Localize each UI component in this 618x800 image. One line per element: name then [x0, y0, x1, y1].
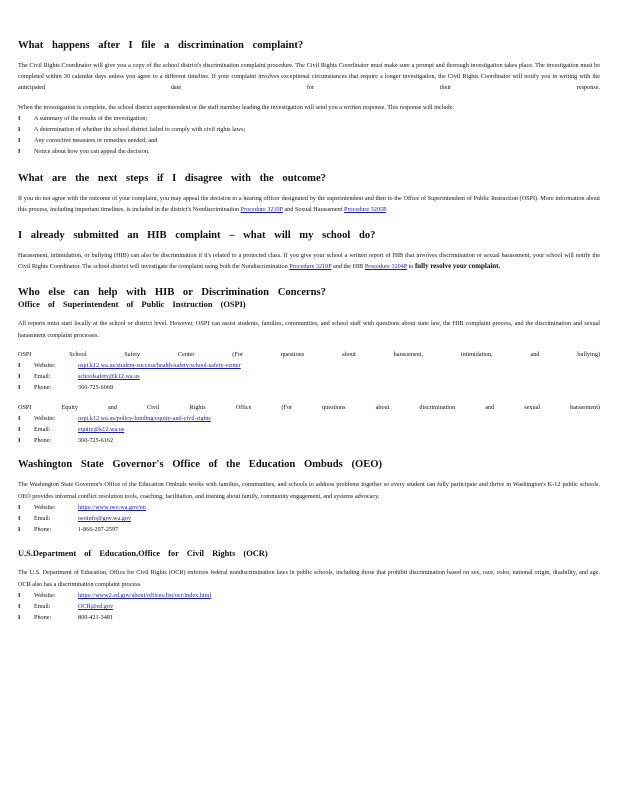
equity-office-email-link[interactable]: equity@k12.wa.us: [78, 426, 125, 434]
bullet-icon: I: [18, 362, 21, 370]
list-item: I Website: https://www2.ed.gov/about/offices/list/ocr/index.html: [18, 590, 600, 601]
heading-hib-complaint: I already submitted an HIB complaint – what will my school do?: [18, 230, 376, 242]
equity-office-phone: 360-725-6162: [78, 437, 114, 445]
subheading-ospi: Office of Superintendent of Public Instruction (OSPI): [18, 300, 246, 310]
school-safety-contact-list: [18, 360, 600, 394]
response-contents-list: [18, 113, 600, 158]
procedure-3205p-link[interactable]: Procedure 3205P: [344, 205, 386, 213]
list-item: I Website: https://www.oeo.wa.gov/en: [18, 502, 600, 513]
bullet-icon: I: [18, 426, 21, 434]
list-item: I Website: ospi.k12.wa.us/policy-funding/equity-and-civil-rights: [18, 413, 600, 424]
list-item: I Email: oeoinfo@gov.wa.gov: [18, 513, 600, 524]
list-item: I Phone: 360-725-6068: [18, 382, 600, 393]
paragraph-ospi: All reports must start locally at the school or district level. However, OSPI can assist students, families, communities, and school staff with questions about state law, the HIB complaint process, and the discrimination and sexual harassment complaint processes.: [18, 320, 600, 339]
bullet-icon: I: [18, 437, 21, 445]
bullet-icon: I: [18, 137, 21, 145]
heading-after-filing: What happens after I file a discrimination complaint?: [18, 40, 304, 51]
equity-office-title: OSPI Equity and Civil Rights Office (For questions about discrimination and sexual harassment): [18, 403, 600, 411]
equity-office-contact-list: [18, 413, 600, 447]
list-item: I Notice about how you can appeal the decision.: [18, 146, 600, 157]
equity-office-website-link[interactable]: ospi.k12.wa.us/policy-funding/equity-and-civil-rights: [78, 414, 211, 422]
list-item: I Website: ospi.k12.wa.us/student-success/health-safety/school-safety-center: [18, 360, 600, 371]
bullet-icon: I: [18, 126, 21, 134]
oeo-website-link[interactable]: https://www.oeo.wa.gov/en: [78, 503, 146, 511]
heading-ocr: U.S.Department of Education,Office for Civil Rights (OCR): [18, 549, 268, 559]
bullet-icon: I: [18, 603, 21, 611]
paragraph-coordinator: The Civil Rights Coordinator will give you a copy of the school district's discrimination complaint procedure. The Civil Rights Coordinator must make sure a prompt and thorough investigation takes place. The investigation must be completed within 30 calendar days unless you agree to a different timeline. If your complaint involves exceptional circumstances that require a longer investigation, the Civil Rights Coordinator will notify you in writing with the anticipated date for their response.: [18, 62, 600, 92]
school-safety-center-title: OSPI School Safety Center (For questions about harassment, intimidation, and bullying): [18, 350, 600, 358]
list-item: I Phone: 1-866-297-2597: [18, 524, 600, 535]
bullet-icon: I: [18, 414, 21, 422]
bullet-icon: I: [18, 373, 21, 381]
list-item: I Email: equity@k12.wa.us: [18, 424, 600, 435]
heading-who-else-can-help: Who else can help with HIB or Discrimination Concerns?: [18, 287, 326, 299]
school-safety-email-link[interactable]: schoolsafety@k12.wa.us: [78, 373, 140, 381]
list-item: I Email: OCR@ed.gov: [18, 601, 600, 612]
bullet-icon: I: [18, 148, 21, 156]
paragraph-ocr: The U.S. Department of Education, Office for Civil Rights (OCR) enforces federal nondiscrimination laws in public schools, including those that prohibit discrimination based on sex, race, color, national origin, disability, and age. OCR also has a discrimination complaint process.: [18, 569, 600, 588]
paragraph-oeo: The Washington State Governor's Office of the Education Ombuds works with families, communities, and schools to address problems together so every student can fully participate and thrive in Washington's K-12 public schools. OEO provides informal conflict resolution tools, coaching, facilitation, and training about family, community engagement, and systems advocacy.: [18, 481, 600, 500]
paragraph-investigation-complete: When the investigation is complete, the school district superintendent or the staff member leading the investigation will send you a written response. This response will include:: [18, 103, 455, 111]
ocr-website-link[interactable]: https://www2.ed.gov/about/offices/list/ocr/index.html: [78, 591, 212, 599]
list-item: I Email: schoolsafety@k12.wa.us: [18, 371, 600, 382]
school-safety-phone: 360-725-6068: [78, 384, 114, 392]
bullet-icon: I: [18, 114, 21, 122]
list-item: I Phone: 360-725-6162: [18, 435, 600, 446]
procedure-3204p-link[interactable]: Procedure 3204P: [364, 263, 408, 271]
paragraph-hib: Harassment, intimidation, or bullying (HIB) can also be discrimination if it's related to a protected class. If you give your school a written report of HIB that involves discrimination or sexual harassment, your school will notify the Civil Rights Coordinator. The school district will investigate the complaint using both the Nondiscrimination Procedure 3210P and the HIB Procedure 3204P to fully resolve your complaint.: [18, 252, 600, 271]
school-safety-website-link[interactable]: ospi.k12.wa.us/student-success/health-safety/school-safety-center: [78, 362, 241, 370]
bullet-icon: I: [18, 591, 21, 599]
bullet-icon: I: [18, 526, 21, 534]
list-item: I Any corrective measures or remedies needed; and: [18, 135, 600, 146]
bullet-icon: I: [18, 515, 21, 523]
oeo-phone: 1-866-297-2597: [78, 526, 119, 534]
list-item: I Phone: 800-421-3481: [18, 612, 600, 623]
oeo-contact-list: [18, 502, 600, 536]
heading-disagree-outcome: What are the next steps if I disagree with the outcome?: [18, 172, 326, 184]
bullet-icon: I: [18, 614, 21, 622]
document-page: [18, 40, 600, 624]
paragraph-appeal: If you do not agree with the outcome of your complaint, you may appeal the decision to a hearing officer designated by the superintendent and then to the Office of Superintendent of Public Instruction (OSPI). More information about this process, including important timelines, is included in the district's Nondiscrimination Procedure 3210P and Sexual Harassment Procedure 3205P.: [18, 194, 600, 213]
bullet-icon: I: [18, 503, 21, 511]
ocr-phone: 800-421-3481: [78, 614, 114, 622]
procedure-3210p-link[interactable]: Procedure 3210P: [240, 205, 283, 213]
oeo-email-link[interactable]: oeoinfo@gov.wa.gov: [78, 515, 132, 523]
procedure-3210p-link-hib[interactable]: Procedure 3210P: [289, 263, 332, 271]
ocr-contact-list: [18, 590, 600, 624]
list-item: I A summary of the results of the investigation;: [18, 113, 600, 124]
bullet-icon: I: [18, 384, 21, 392]
heading-oeo: Washington State Governor's Office of the Education Ombuds (OEO): [18, 459, 383, 471]
list-item: I A determination of whether the school district failed to comply with civil rights laws;: [18, 124, 600, 135]
ocr-email-link[interactable]: OCR@ed.gov: [78, 603, 114, 611]
